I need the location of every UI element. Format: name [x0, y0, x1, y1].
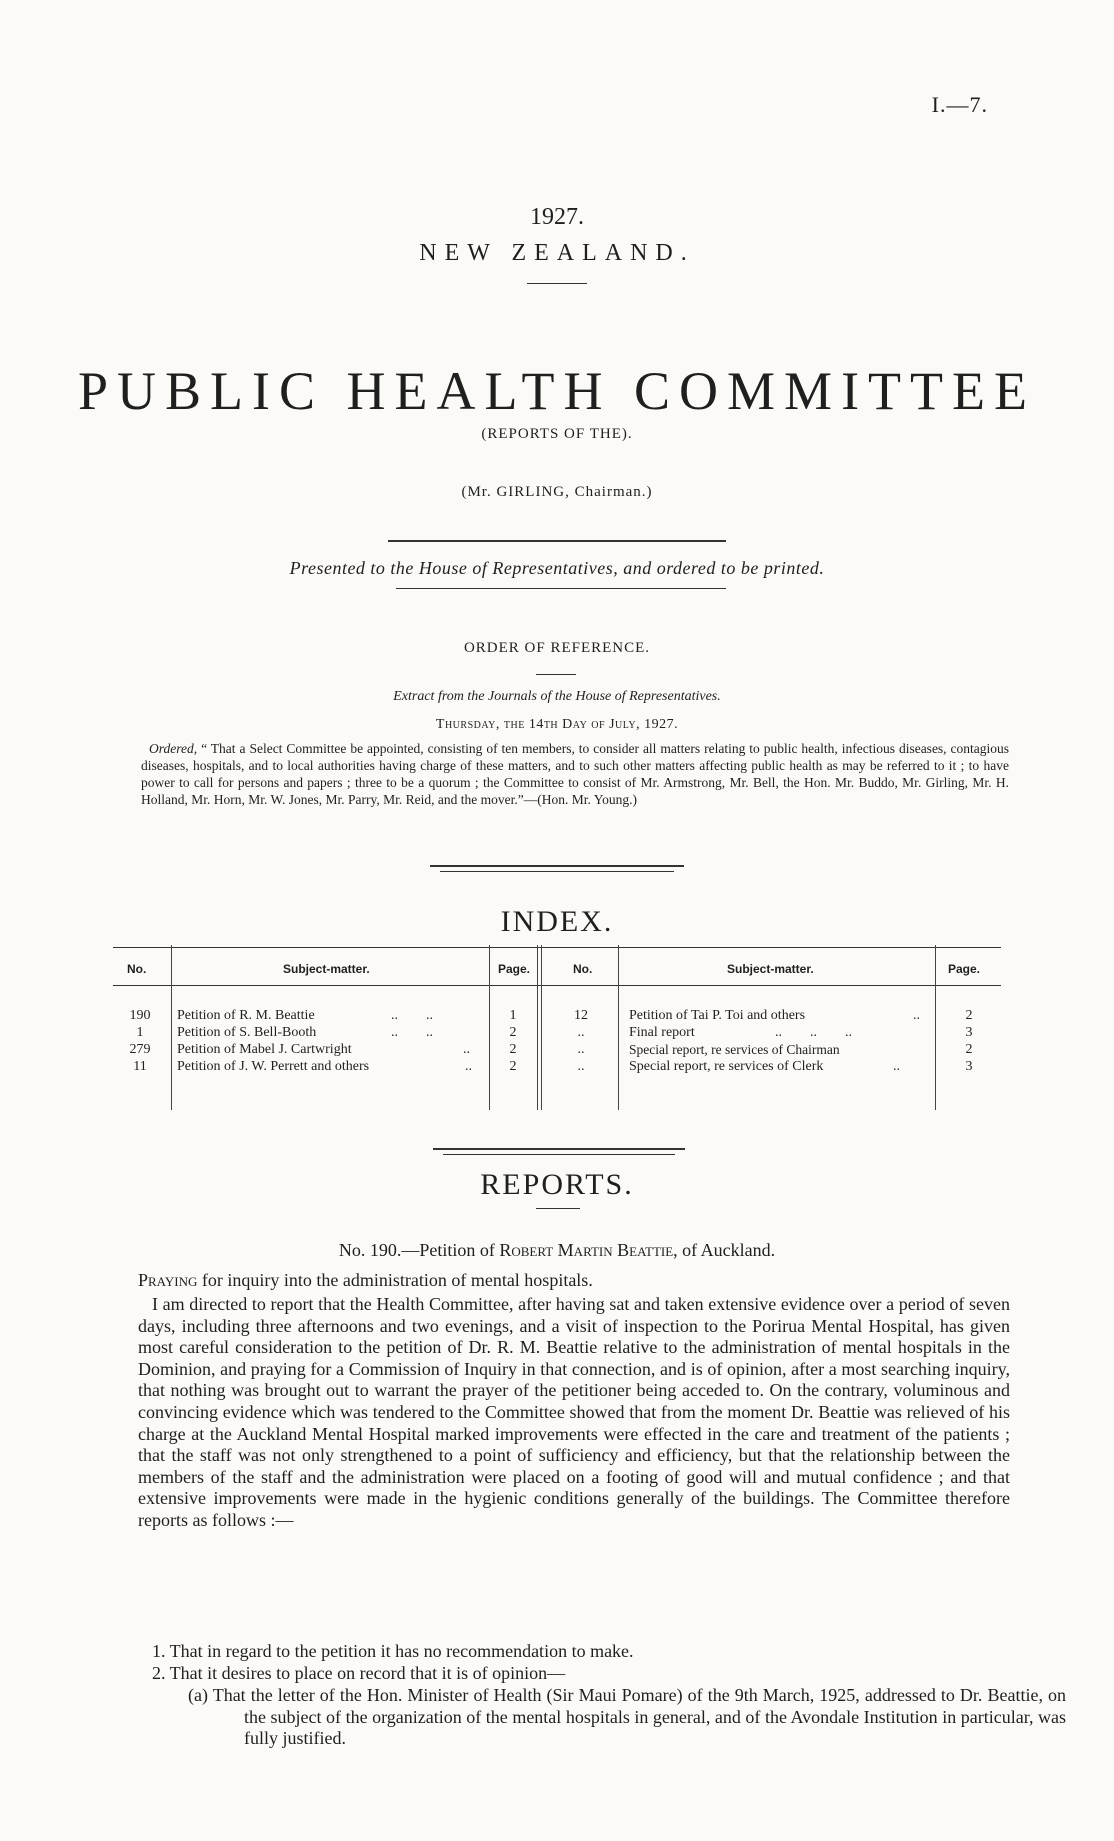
row-subject: Petition of S. Bell-Booth: [177, 1025, 317, 1040]
journal-extract: Extract from the Journals of the House of Representatives.: [393, 689, 721, 704]
paper-reference: I.—7.: [931, 92, 988, 117]
order-date: Thursday, the 14th Day of July, 1927.: [435, 717, 679, 732]
column-divider: [171, 945, 172, 1110]
divider: [430, 865, 684, 867]
ordered-label: Ordered,: [149, 741, 198, 756]
year: 1927.: [530, 204, 584, 230]
row-subject: Final report: [629, 1025, 695, 1040]
column-divider: [618, 945, 619, 1110]
row-page: 3: [965, 1025, 973, 1040]
row-page: 1: [509, 1008, 517, 1023]
leader-dots: ..: [463, 1042, 470, 1057]
divider: [527, 283, 587, 284]
praying-word: Praying: [138, 1270, 198, 1290]
column-divider: [541, 945, 542, 1110]
row-no: 12: [574, 1008, 588, 1023]
presented-line: Presented to the House of Representatives, and ordered to be printed.: [289, 558, 825, 578]
row-no: ..: [577, 1025, 585, 1040]
petitioner-name: Robert Martin Beattie: [499, 1240, 674, 1260]
divider: [433, 1148, 685, 1150]
praying-text: for inquiry into the administration of mental hospitals.: [197, 1270, 593, 1290]
row-page: 2: [509, 1059, 517, 1074]
header-subject: Subject-matter.: [283, 962, 370, 976]
index-title: INDEX.: [500, 905, 614, 938]
leader-dots: .. .. ..: [775, 1025, 852, 1040]
main-title: PUBLIC HEALTH COMMITTEE: [78, 361, 1036, 421]
divider: [440, 871, 674, 872]
petition-heading: [0, 1240, 1114, 1261]
header-no: No.: [127, 962, 147, 976]
column-divider: [537, 945, 538, 1110]
leader-dots: .. ..: [391, 1008, 433, 1023]
table-header-rule: [113, 985, 1001, 986]
row-no: ..: [577, 1042, 585, 1057]
row-page: 2: [965, 1008, 973, 1023]
divider: [536, 674, 576, 675]
chairman-line: (Mr. GIRLING, Chairman.): [461, 484, 653, 500]
row-page: 2: [965, 1042, 973, 1057]
order-body: “ That a Select Committee be appointed, consisting of ten members, to consider all matters relating to public health, infectious diseases, contagious diseases, hospitals, and to local authorities having charge of these matters, and to such other matters affecting public health as may be referred to it ; to have power to call for persons and papers ; three to be a quorum ; the Committee to consist of Mr. Armstrong, Mr. Bell, the Hon. Mr. Buddo, Mr. Girling, Mr. H. Holland, Mr. Horn, Mr. W. Jones, Mr. Parry, Mr. Reid, and the mover.”—(Hon. Mr. Young.): [141, 741, 1010, 807]
header-page: Page.: [498, 962, 531, 976]
row-no: ..: [577, 1059, 585, 1074]
row-subject: Petition of Mabel J. Cartwright: [177, 1042, 352, 1057]
divider: [536, 1208, 580, 1209]
recommendation-item-2: 2. That it desires to place on record that it is of opinion—: [152, 1663, 566, 1683]
sub-title: (REPORTS OF THE).: [481, 426, 633, 442]
row-page: 2: [509, 1025, 517, 1040]
petition-prefix: No. 190.—Petition of: [338, 1240, 500, 1260]
order-text: [141, 740, 1009, 808]
order-of-reference-heading: ORDER OF REFERENCE.: [463, 640, 651, 656]
praying-line: [138, 1270, 593, 1291]
recommendation-item-1: 1. That in regard to the petition it has no recommendation to make.: [152, 1641, 634, 1661]
row-subject: Special report, re services of Clerk: [629, 1059, 824, 1074]
header-page: Page.: [948, 962, 981, 976]
row-no: 279: [129, 1042, 151, 1057]
row-subject: Special report, re services of Chairman: [629, 1042, 840, 1057]
country: NEW ZEALAND.: [419, 240, 695, 266]
divider: [388, 540, 726, 542]
header-no: No.: [573, 962, 593, 976]
column-divider: [489, 945, 490, 1110]
row-subject: Petition of Tai P. Toi and others: [629, 1008, 806, 1023]
divider: [396, 588, 726, 589]
row-subject: Petition of R. M. Beattie: [177, 1008, 315, 1023]
divider: [443, 1154, 675, 1155]
row-no: 11: [133, 1059, 147, 1074]
row-no: 1: [136, 1025, 144, 1040]
report-body: I am directed to report that the Health Committee, after having sat and taken extensive evidence over a period of seven days, including three afternoons and two evenings, and a visit of inspection to the Porirua Mental Hospital, has given most careful consideration to the petition of Dr. R. M. Beattie relative to the administration of mental hospitals in the Dominion, and praying for a Commission of Inquiry in that connection, and is of opinion, after a most searching inquiry, that nothing was brought out to warrant the prayer of the petitioner being acceded to. On the contrary, voluminous and convincing evidence which was tendered to the Committee showed that from the moment Dr. Beattie was relieved of his charge at the Auckland Mental Hospital marked improvements were effected in the care and treatment of the patients ; that the staff was not only strengthened to a point of sufficiency and efficiency, but that the relationship between the members of the staff and the administration were placed on a footing of good will and mutual confidence ; and that extensive improvements were made in the hygienic conditions generally of the buildings. The Committee therefore reports as follows :—: [138, 1294, 1010, 1530]
column-divider: [935, 945, 936, 1110]
row-page: 3: [965, 1059, 973, 1074]
row-no: 190: [129, 1008, 151, 1023]
leader-dots: ..: [893, 1059, 900, 1074]
reports-title: REPORTS.: [480, 1168, 634, 1201]
recommendation-item-2a: (a) That the letter of the Hon. Minister of Health (Sir Maui Pomare) of the 9th March, 1925, addressed to Dr. Beattie, on the subject of the organization of the mental hospitals in general, and of the Avondale Institution in particular, was fully justified.: [188, 1685, 1066, 1749]
petition-suffix: , of Auckland.: [673, 1240, 776, 1260]
row-subject: Petition of J. W. Perrett and others: [177, 1059, 370, 1074]
table-top-rule: [113, 947, 1001, 948]
leader-dots: ..: [465, 1059, 472, 1074]
row-page: 2: [509, 1042, 517, 1057]
leader-dots: ..: [913, 1008, 920, 1023]
leader-dots: .. ..: [391, 1025, 433, 1040]
header-subject: Subject-matter.: [727, 962, 814, 976]
